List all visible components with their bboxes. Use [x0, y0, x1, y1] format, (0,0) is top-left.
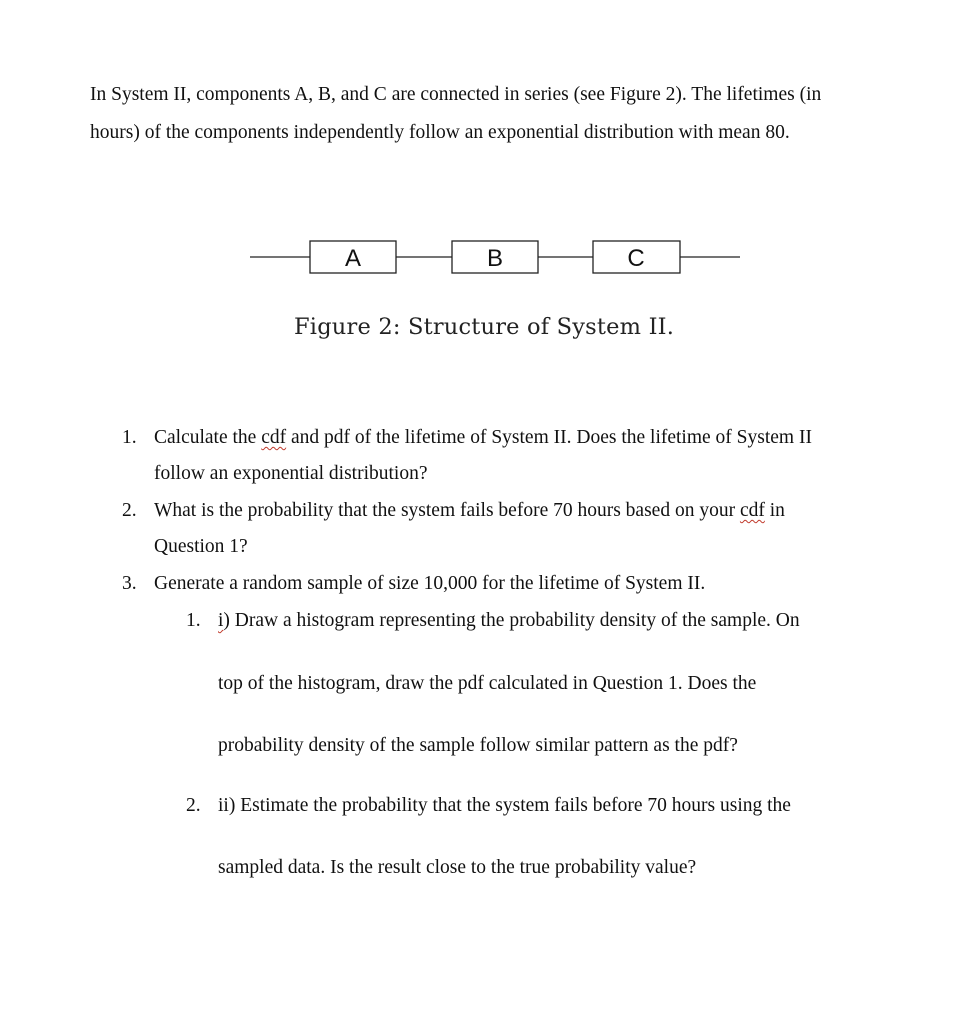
- question-1-line-1: [154, 425, 812, 451]
- intro-line-2: hours) of the components independently follow an exponential distribution with mean 80.: [90, 122, 790, 143]
- subquestion-1-line-1: [218, 608, 800, 634]
- intro-paragraph: [90, 76, 910, 152]
- question-1-line-2: follow an exponential distribution?: [154, 463, 428, 484]
- component-label-a: A: [344, 245, 362, 272]
- question-2-number: 2.: [122, 500, 137, 521]
- sub1-spellcheck-mark: i: [218, 610, 224, 631]
- question-1-number: 1.: [122, 427, 137, 448]
- question-2-line-2: Question 1?: [154, 536, 248, 557]
- figure-caption: Figure 2: Structure of System II.: [294, 314, 675, 340]
- series-system-diagram: [250, 236, 740, 280]
- component-label-c: C: [627, 245, 645, 272]
- q1-text-pre: Calculate the: [154, 427, 262, 448]
- component-label-b: B: [486, 245, 504, 272]
- subquestion-1-line-3: probability density of the sample follow similar pattern as the pdf?: [218, 735, 738, 756]
- q2-text-post: in: [764, 500, 785, 521]
- intro-line-1: In System II, components A, B, and C are connected in series (see Figure 2). The lifetimes (in: [90, 84, 822, 105]
- question-2-line-1: [154, 498, 785, 524]
- question-3-number: 3.: [122, 573, 137, 594]
- subquestion-1-line-2: top of the histogram, draw the pdf calculated in Question 1. Does the: [218, 673, 757, 694]
- subquestion-1-number: 1.: [186, 610, 201, 631]
- q1-text-post: and pdf of the lifetime of System II. Does the lifetime of System II: [286, 427, 812, 448]
- q2-spellcheck-mark: cdf: [739, 500, 765, 521]
- sub1-text-post: ) Draw a histogram representing the probability density of the sample. On: [223, 610, 800, 631]
- subquestion-2-number: 2.: [186, 795, 201, 816]
- subquestion-2-line-1: ii) Estimate the probability that the system fails before 70 hours using the: [218, 795, 791, 816]
- subquestion-2-line-2: sampled data. Is the result close to the true probability value?: [218, 857, 697, 878]
- q2-text-pre: What is the probability that the system fails before 70 hours based on your: [154, 500, 740, 521]
- q1-spellcheck-mark: cdf: [261, 427, 287, 448]
- question-3-line-1: Generate a random sample of size 10,000 for the lifetime of System II.: [154, 573, 706, 594]
- series-diagram-svg: [250, 236, 740, 280]
